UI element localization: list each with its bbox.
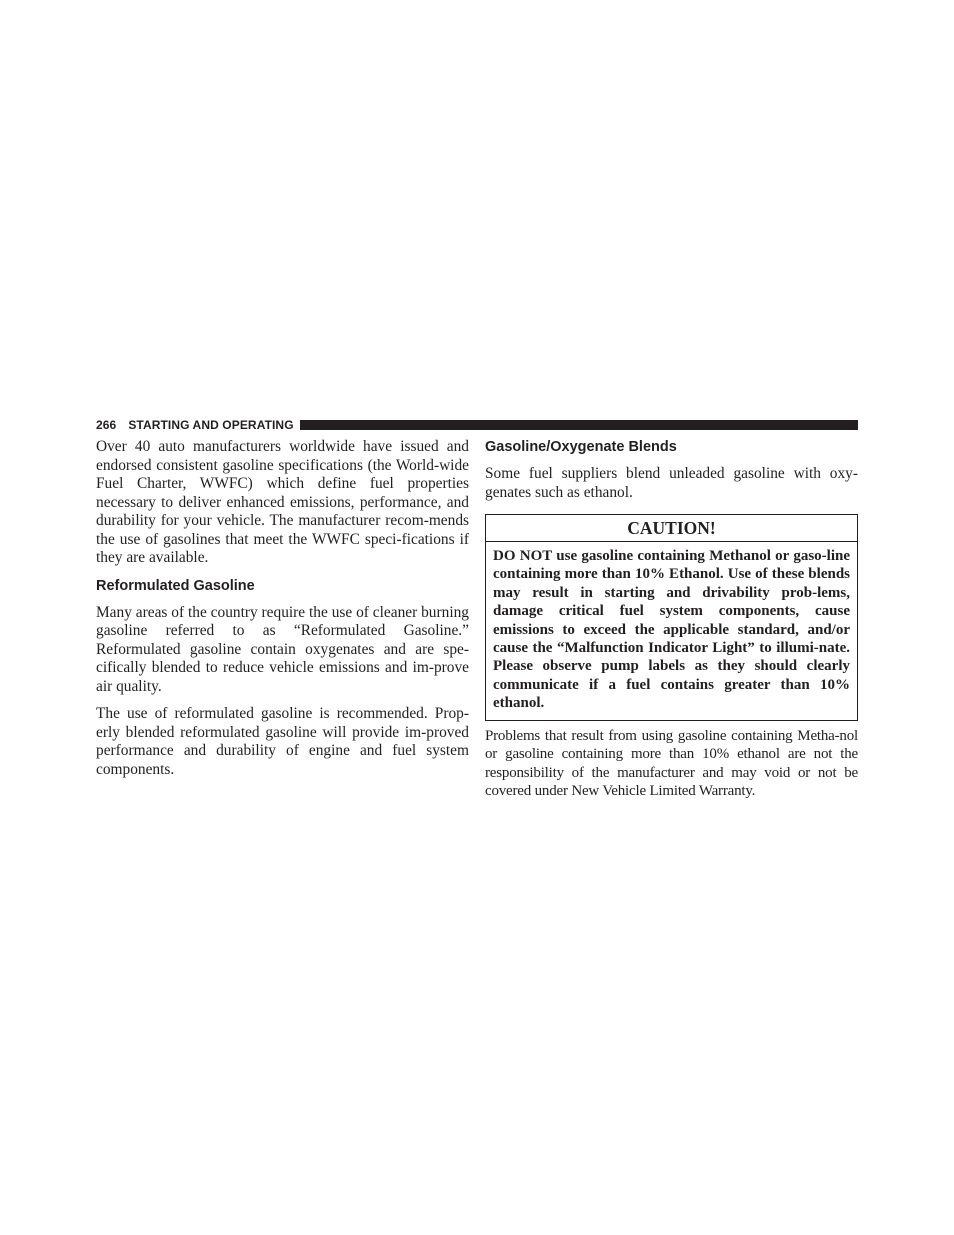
page-header [96,417,858,433]
header-rule [300,420,858,430]
reformulated-gasoline-heading: Reformulated Gasoline [96,577,255,594]
page-number: 266 [96,418,117,432]
reformulated-paragraph-2: The use of reformulated gasoline is recommended. Prop-erly blended reformulated gasoline will provide im-proved performance and durability of engine and fuel system components. [96,705,469,778]
section-title: STARTING AND OPERATING [128,418,294,432]
intro-paragraph: Over 40 auto manufacturers worldwide have issued and endorsed consistent gasoline specifications (the World-wide Fuel Charter, WWFC) which define fuel properties necessary to deliver enhanced emissions, performance, and durability for your vehicle. The manufacturer recom-mends the use of gasolines that meet the WWFC speci-fications if they are available. [96,438,469,566]
right-column [485,438,858,801]
oxygenate-blends-paragraph: Some fuel suppliers blend unleaded gasoline with oxy-genates such as ethanol. [485,465,858,501]
oxygenate-blends-heading: Gasoline/Oxygenate Blends [485,439,677,455]
left-column [96,438,469,779]
caution-body: DO NOT use gasoline containing Methanol or gaso-line containing more than 10% Ethanol. Use of these blends may result in starting and drivability prob-lems, damage critical fuel system components, cause emissions to exceed the applicable standard, and/or cause the “Malfunction Indicator Light” to illumi-nate. Please observe pump labels as they should clearly communicate if a fuel contains greater than 10% ethanol. [493,548,850,712]
warranty-paragraph: Problems that result from using gasoline containing Metha-nol or gasoline containing more than 10% ethanol are not the responsibility of the manufacturer and may void or not be covered under New Vehicle Limited Warranty. [485,727,858,800]
caution-box [485,514,858,721]
reformulated-paragraph-1: Many areas of the country require the use of cleaner burning gasoline referred to as “Reformulated Gasoline.” Reformulated gasoline contain oxygenates and are spe-cifically blended to reduce vehicle emissions and im-prove air quality. [96,603,469,695]
caution-title: CAUTION! [486,515,857,542]
